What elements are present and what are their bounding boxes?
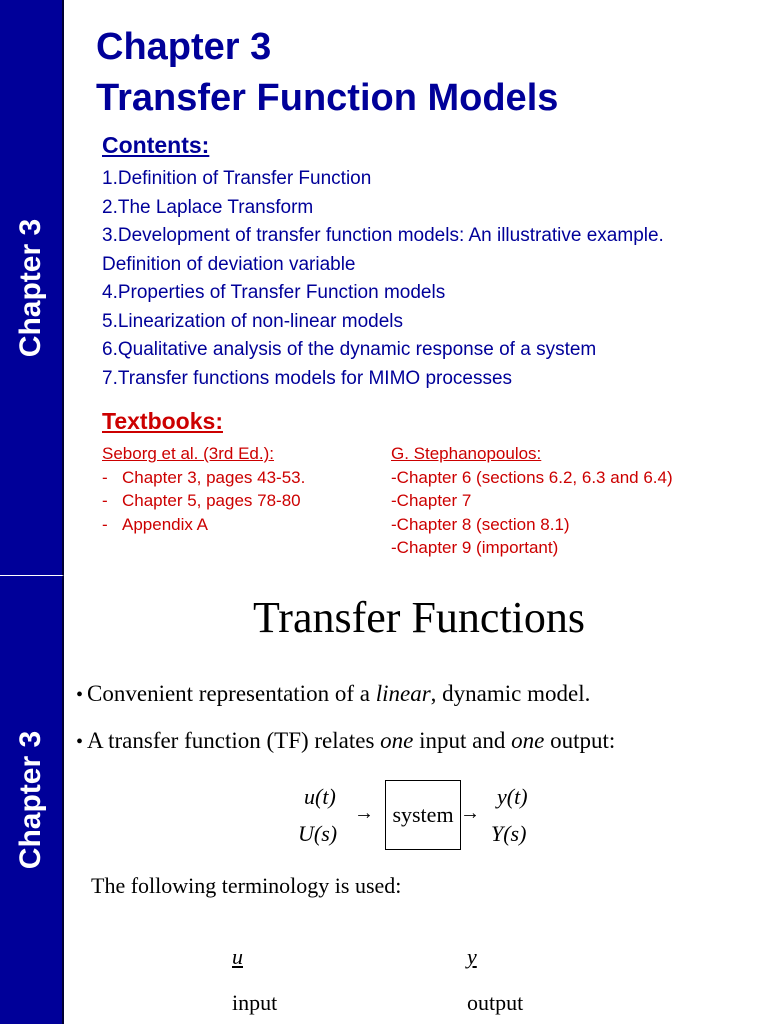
sidebar-bar — [0, 0, 64, 576]
list-item: 1.Definition of Transfer Function — [102, 168, 372, 189]
slide-title: Transfer Functions — [252, 593, 586, 642]
term-input-label: input — [232, 990, 278, 1015]
slide-transfer-functions — [0, 576, 768, 1024]
list-item: -Chapter 6 (sections 6.2, 6.3 and 6.4) — [391, 467, 673, 487]
system-block: system — [385, 780, 461, 850]
list-item: 5.Linearization of non-linear models — [102, 310, 404, 332]
input-laplace-signal: U(s) — [298, 821, 338, 846]
list-item: 4.Properties of Transfer Function models — [102, 282, 446, 303]
list-item: 6.Qualitative analysis of the dynamic response of a system — [102, 339, 597, 360]
stephanopoulos-title: G. Stephanopoulos: — [391, 444, 542, 463]
chapter-subtitle: Transfer Function Models — [96, 77, 559, 119]
list-item: 3.Development of transfer function models: An illustrative example. — [102, 225, 664, 246]
term-output-symbol: y — [467, 944, 477, 969]
seborg-references — [102, 442, 305, 536]
list-item: Definition of deviation variable — [102, 253, 356, 275]
sidebar-label: Chapter 3 — [14, 218, 47, 357]
terminology-text: The following terminology is used: — [91, 873, 402, 898]
textbooks-heading: Textbooks: — [102, 408, 223, 434]
list-item: -Chapter 8 (section 8.1) — [391, 514, 570, 534]
bullet-tf-relation: • A transfer function (TF) relates one input and one output: — [76, 728, 616, 753]
list-item: -Chapter 9 (important) — [391, 538, 559, 557]
output-time-signal: y(t) — [497, 784, 528, 809]
list-item: - Appendix A — [102, 514, 209, 534]
list-item: 2.The Laplace Transform — [102, 196, 314, 218]
contents-list — [102, 165, 752, 393]
stephanopoulos-references — [391, 442, 673, 560]
arrow-icon: → — [460, 802, 480, 824]
arrow-icon: → — [354, 802, 374, 824]
chapter-title: Chapter 3 — [96, 26, 272, 68]
contents-heading: Contents: — [102, 132, 210, 158]
sidebar-bar — [0, 576, 64, 1024]
sidebar-label: Chapter 3 — [14, 730, 47, 870]
list-item: - Chapter 3, pages 43-53. — [102, 467, 306, 487]
output-laplace-signal: Y(s) — [491, 821, 527, 846]
bullet-dot: • — [76, 731, 84, 753]
seborg-title: Seborg et al. (3rd Ed.): — [102, 444, 274, 463]
list-item: 7.Transfer functions models for MIMO processes — [102, 367, 513, 389]
term-output-label: output — [467, 990, 524, 1015]
bullet-linear-model: • Convenient representation of a linear, dynamic model. — [76, 681, 591, 706]
list-item: -Chapter 7 — [391, 491, 472, 510]
list-item: - Chapter 5, pages 78-80 — [102, 491, 301, 510]
bullet-dot: • — [76, 684, 84, 706]
term-input-symbol: u — [232, 944, 243, 969]
input-time-signal: u(t) — [304, 784, 336, 809]
